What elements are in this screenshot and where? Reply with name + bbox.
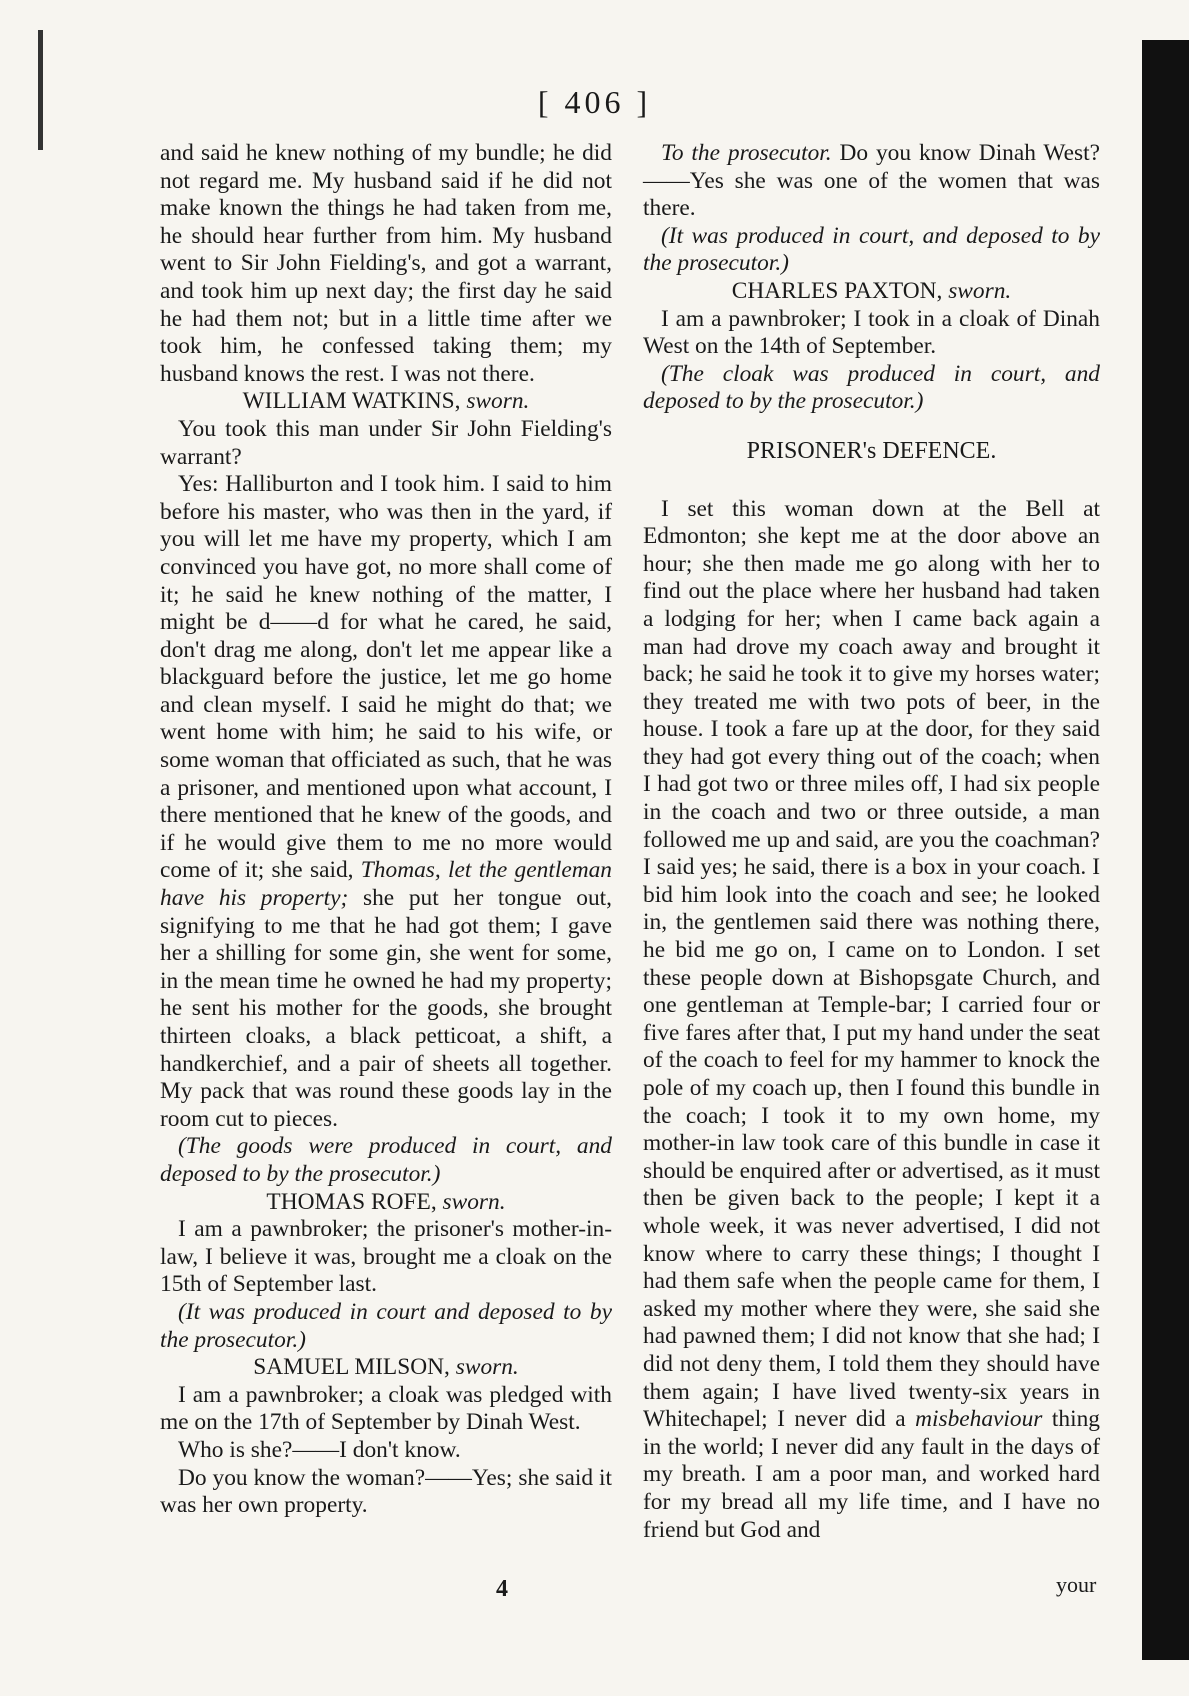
defence-paragraph: I set this woman down at the Bell at Edmonton; she kept me at the door above an hour; she then made me go along with her to find out the place where her husband had taken a lodging for her; when I came back again a man had drove my coach away and brought it back; he said he took it to give my horses water; they treated me with two pots of beer, in the house. I took a fare up at the door, for they said they had got every thing out of the coach; when I had got two or three miles off, I had six people in the coach and two or three outside, a man followed me up and said, are you the coachman? I said yes; he said, there is a box in your coach. I bid him look into the coach and see; he looked in, the gentlemen said there was nothing there, he bid me go on, I came on to London. I set these people down at Bishopsgate Church, and one gentleman at Temple-bar; I carried four or five fares after that, I put my hand under the seat of the coach to feel for my hammer to knock the pole of my coach up, then I found this bundle in the coach; I took it to my own home, my mother-in law took care of this bundle in case it should be enquired after or advertised, as it must then be given back to the people; I kept it a whole week, it was never advertised, I did not know where to carry these things; I thought I had them safe when the people came for them, I asked my mother where they were, she said she had pawned them; I did not know that she had; I did not deny them, I told them they should have them again; I have lived twenty-six years in Whitechapel; I never did a misbehaviour thing in the world; I never did any fault in the days of my breath. I am a poor man, and worked hard for my bread all my life time, and I have no friend but God and — [643, 495, 1100, 1543]
page-number: [ 406 ] — [537, 84, 652, 120]
question-paragraph: Do you know the woman?——Yes; she said it was her own property. — [160, 1464, 612, 1519]
question-paragraph: Who is she?——I don't know. — [178, 1436, 461, 1463]
testimony-paragraph: and said he knew nothing of my bundle; he did not regard me. My husband said if he did not make known the things he had taken from me, he should hear further from him. My husband went to Sir John Fielding's, and got a warrant, and took him up next day; the first day he said he had them not; but in a little time after we took him, he confessed taking them; my husband knows the rest. I was not there. — [160, 140, 612, 387]
catchword: your — [1056, 1572, 1097, 1597]
testimony-paragraph: I am a pawnbroker; I took in a cloak of Dinah West on the 14th of September. — [643, 305, 1100, 360]
court-note: (It was produced in court, and deposed to by the prosecutor.) — [643, 222, 1100, 277]
section-heading: PRISONER's DEFENCE. — [746, 437, 997, 464]
testimony-paragraph: Yes: Halliburton and I took him. I said to him before his master, who was then in the yard, if you will let me have my property, which I am convinced you have got, no more shall come of it; he said he knew nothing of the matter, I might be d——d for what he cared, he said, don't drag me along, don't let me appear like a blackguard before the justice, let me go home and clean myself. I said he might do that; we went home with him; he said to his wife, or some woman that officiated as such, that he was a prisoner, and mentioned upon what account, I there mentioned that he knew of the goods, and if he would give them to me no more would come of it; she said, Thomas, let the gentleman have his property; she put her tongue out, signifying to me that he had got them; I gave her a shilling for some gin, she went for some, in the mean time he owned he had my property; he sent his mother for the goods, she brought thirteen cloaks, a black petticoat, a shift, a handkerchief, and a pair of sheets all together. My pack that was round these goods lay in the room cut to pieces. — [160, 471, 612, 1132]
question-paragraph: To the prosecutor. Do you know Dinah West?——Yes she was one of the women that was there. — [643, 140, 1100, 222]
witness-heading: SAMUEL MILSON, sworn. — [253, 1354, 519, 1381]
witness-heading: CHARLES PAXTON, sworn. — [731, 277, 1012, 304]
witness-heading: THOMAS ROFE, sworn. — [266, 1188, 506, 1215]
right-column — [643, 140, 1100, 1544]
signature-mark: 4 — [496, 1576, 508, 1602]
witness-heading: WILLIAM WATKINS, sworn. — [242, 388, 530, 415]
court-note: (The cloak was produced in court, and deposed to by the prosecutor.) — [643, 360, 1100, 415]
scan-border — [1142, 40, 1189, 1660]
court-note: (It was produced in court and deposed to by the prosecutor.) — [160, 1298, 612, 1353]
question-paragraph: You took this man under Sir John Fielding's warrant? — [160, 415, 612, 470]
court-note: (The goods were produced in court, and deposed to by the prosecutor.) — [160, 1133, 612, 1187]
testimony-paragraph: I am a pawnbroker; the prisoner's mother-in-law, I believe it was, brought me a cloak on the 15th of September last. — [160, 1216, 612, 1298]
left-column — [160, 140, 612, 1520]
testimony-paragraph: I am a pawnbroker; a cloak was pledged with me on the 17th of September by Dinah West. — [160, 1381, 612, 1436]
